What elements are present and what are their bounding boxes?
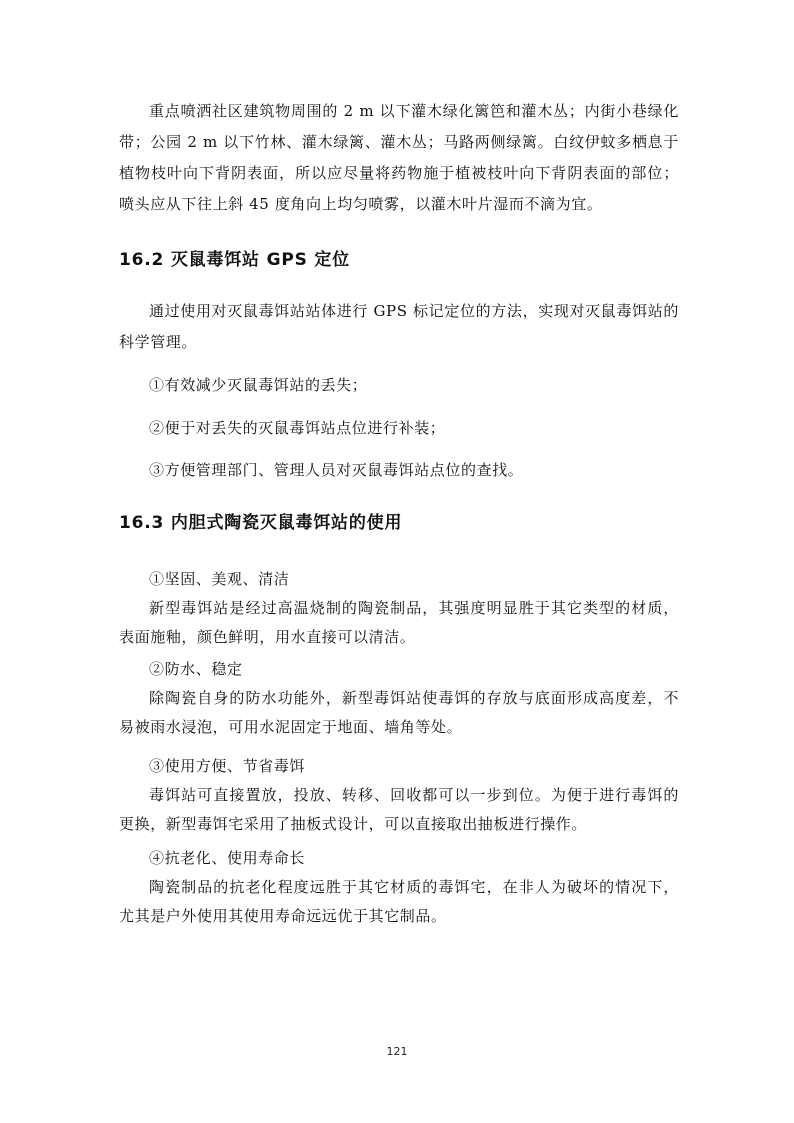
list-item: ②便于对丢失的灭鼠毒饵站点位进行补装； bbox=[149, 419, 446, 437]
section-16-2-paragraph: 通过使用对灭鼠毒饵站站体进行 GPS 标记定位的方法，实现对灭鼠毒饵站的科学管理。 bbox=[119, 302, 679, 351]
list-item: ③方便管理部门、管理人员对灭鼠毒饵站点位的查找。 bbox=[149, 461, 524, 479]
point-title: ④抗老化、使用寿命长 bbox=[149, 849, 306, 867]
point-title: ①坚固、美观、清洁 bbox=[149, 570, 290, 588]
point-paragraph: 陶瓷制品的抗老化程度远胜于其它材质的毒饵宅，在非人为破坏的情况下，尤其是户外使用其使用寿命远远优于其它制品。 bbox=[119, 878, 679, 925]
point-paragraph: 毒饵站可直接置放，投放、转移、回收都可以一步到位。为便于进行毒饵的更换，新型毒饵宅采用了抽板式设计，可以直接取出抽板进行操作。 bbox=[119, 786, 679, 833]
document-page bbox=[119, 0, 679, 1123]
point-title: ②防水、稳定 bbox=[149, 660, 243, 678]
point-title: ③使用方便、节省毒饵 bbox=[149, 757, 306, 775]
intro-paragraph: 重点喷洒社区建筑物周围的 2 m 以下灌木绿化篱笆和灌木丛；内街小巷绿化带；公园 2 m 以下竹林、灌木绿篱、灌木丛；马路两侧绿篱。白纹伊蚊多栖息于植物枝叶向下背阴表面，所以应尽量将药物施于植被枝叶向下背阴表面的部位；喷头应从下往上斜 45 度角向上均匀喷雾，以灌木叶片湿而不滴为宜。 bbox=[119, 102, 679, 213]
list-item: ①有效减少灭鼠毒饵站的丢失； bbox=[149, 376, 368, 394]
point-paragraph: 新型毒饵站是经过高温烧制的陶瓷制品，其强度明显胜于其它类型的材质，表面施釉，颜色鲜明，用水直接可以清洁。 bbox=[119, 599, 679, 646]
page-number: 121 bbox=[386, 1045, 408, 1058]
section-heading-16-3: 16.3 内胆式陶瓷灭鼠毒饵站的使用 bbox=[119, 513, 403, 533]
section-heading-16-2: 16.2 灭鼠毒饵站 GPS 定位 bbox=[119, 250, 350, 270]
point-paragraph: 除陶瓷自身的防水功能外，新型毒饵站使毒饵的存放与底面形成高度差，不易被雨水浸泡，可用水泥固定于地面、墙角等处。 bbox=[119, 689, 679, 736]
